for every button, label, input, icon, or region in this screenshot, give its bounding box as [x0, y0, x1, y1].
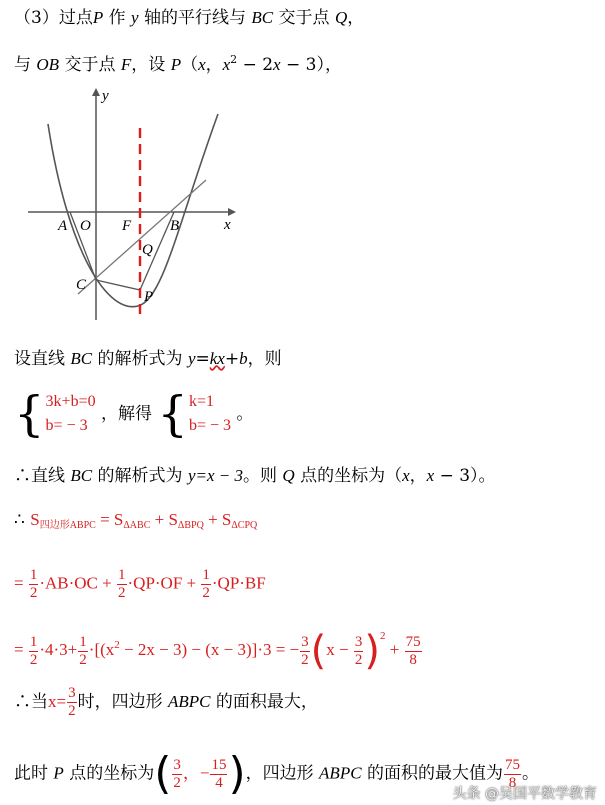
- parabola-curve: [48, 114, 218, 307]
- x-axis-arrow: [228, 208, 236, 216]
- area-decomposition: ∴ $S_{四边形ABPC} = S_{\Delta ABC} + S_{\Delta BPQ} + S_{\Delta CPQ}$: [14, 510, 258, 531]
- solution-line-bc: 设直线 BC 的解析式为 y=kx+b，则: [14, 349, 282, 369]
- label-q: Q: [142, 242, 153, 258]
- system-1: { 3k+b=0 b= − 3: [14, 386, 96, 442]
- solution-line-q: ∴直线 BC 的解析式为 y=x − 3。则 Q 点的坐标为（x，x − 3）。: [14, 466, 496, 486]
- label-b: B: [170, 218, 180, 234]
- label-y-axis: y: [102, 88, 109, 104]
- label-o: O: [80, 218, 91, 234]
- maximum-condition-line: ∴当x= $\frac{3}{2}$ 时，四边形 ABPC 的面积最大，: [14, 685, 318, 719]
- label-c: C: [76, 277, 87, 293]
- system-2: { k=1 b= − 3: [157, 386, 231, 442]
- area-simplification-line: = $\frac{1}{2}$ ·4·3+ $\frac{1}{2}$ $\cdot[(x^2 - 2x - 3) - (x - 3)]\cdot 3$ = − $\frac{3}{2}$ (x − $\frac{3}{2}$ )$^2$ + $\frac{75}{8}$: [14, 628, 421, 675]
- label-a: A: [58, 218, 68, 234]
- problem-line-1: （3）过点P 作 y 轴的平行线与 BC 交于点 Q，: [14, 8, 365, 28]
- area-formula-line: = $\frac{1}{2}$ ·AB·OC + $\frac{1}{2}$ ·QP·OF + $\frac{1}{2}$ ·QP·BF: [14, 567, 266, 601]
- equation-systems: { 3k+b=0 b= − 3 ，解得 { k=1 b= − 3 。: [14, 386, 254, 442]
- label-f: F: [122, 218, 132, 234]
- label-x-axis: x: [224, 217, 231, 233]
- problem-line-2: 与 OB 交于点 F，设 P（x，$x^2 - 2x - 3$），: [14, 53, 342, 75]
- conclusion-line: 此时 P 点的坐标为( $\frac{3}{2}$ ，− $\frac{15}{4}$ )，四边形 ABPC 的面积的最大值为 $\frac{75}{8}$ 。: [14, 748, 539, 799]
- watermark: 头条 @吴国平数学教育: [452, 786, 597, 802]
- label-p: P: [144, 289, 154, 305]
- parabola-graph: [28, 84, 238, 324]
- line-bc: [78, 180, 206, 294]
- y-axis-arrow: [92, 88, 100, 96]
